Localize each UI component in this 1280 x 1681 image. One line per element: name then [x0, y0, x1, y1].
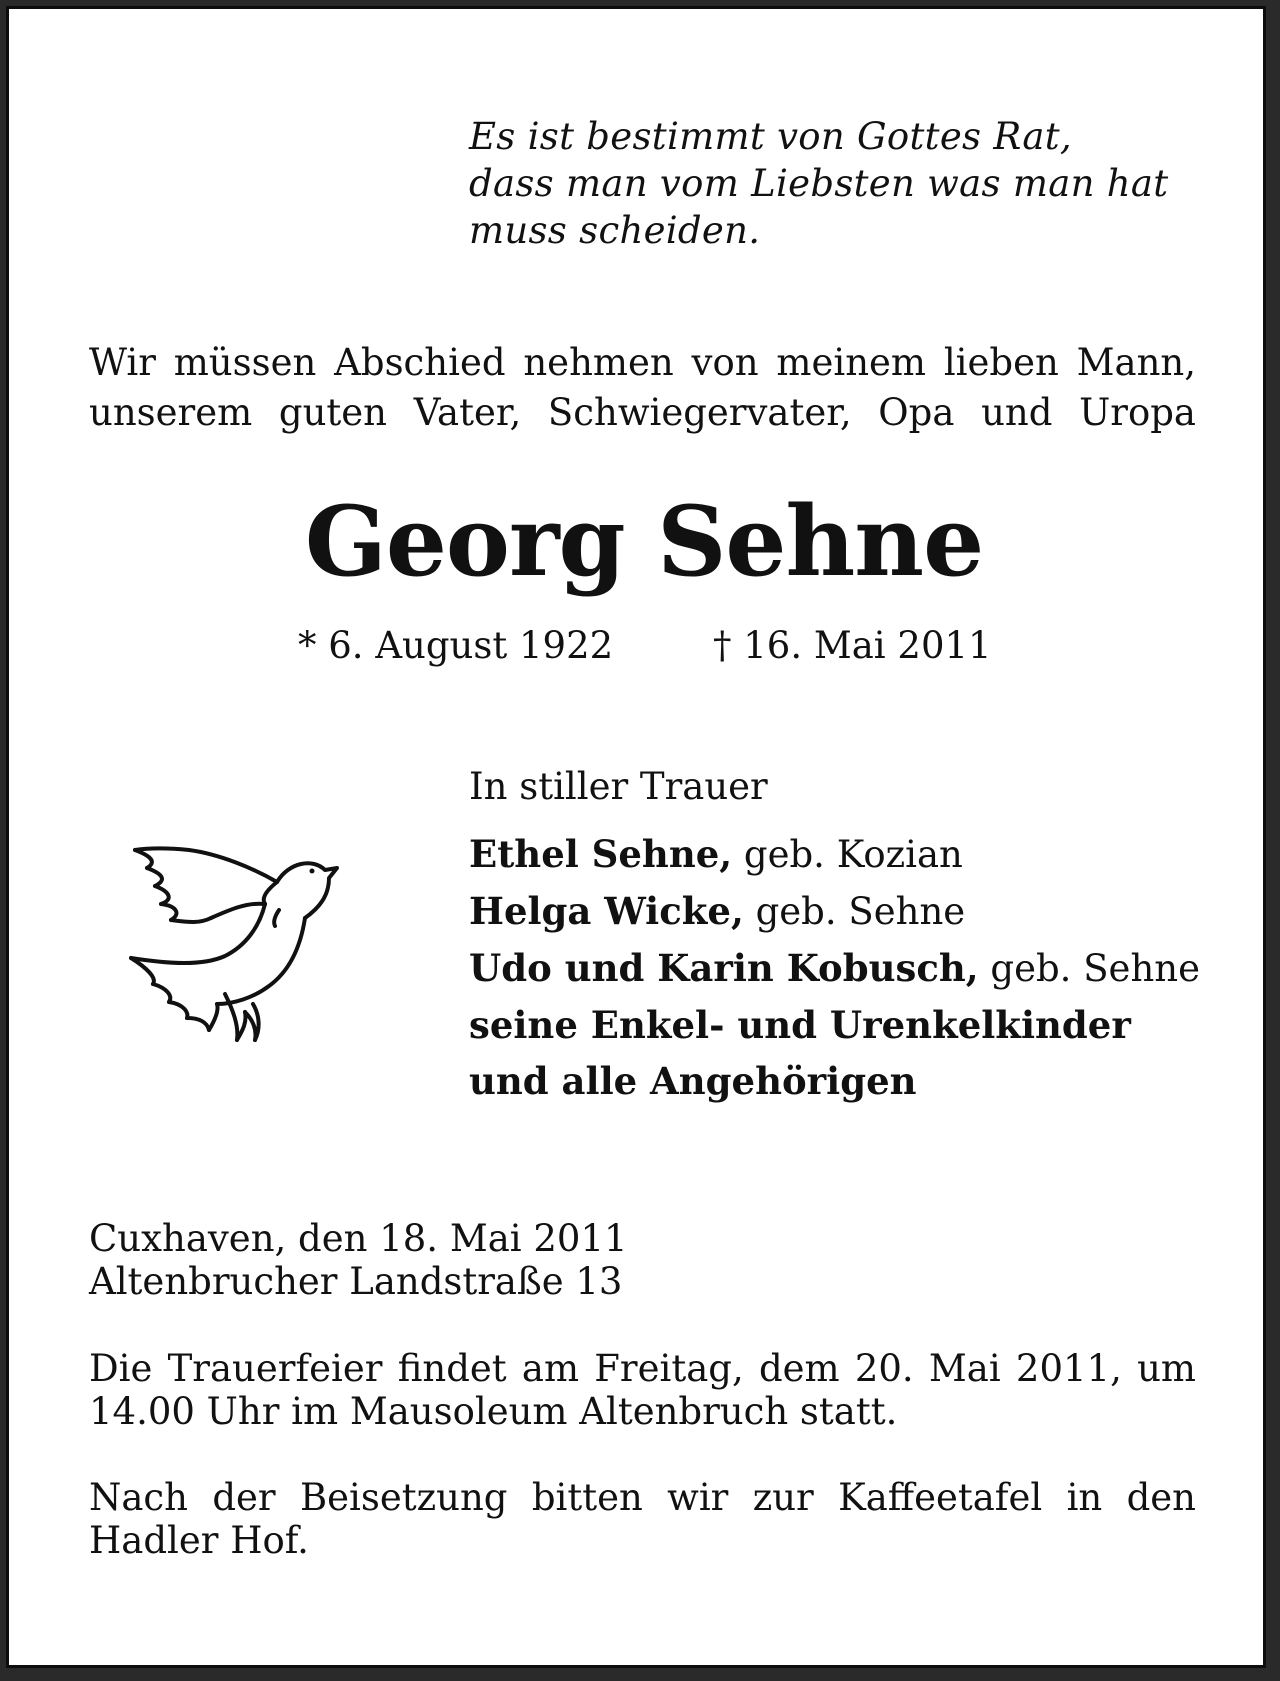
- mourner-name: Ethel Sehne,: [469, 832, 733, 876]
- place-and-date: [89, 1217, 1196, 1303]
- coffee-invitation: [89, 1476, 1196, 1562]
- ceremony-info: [89, 1347, 1196, 1433]
- dove-icon: [129, 844, 349, 1044]
- motto-line-1: Es ist bestimmt von Gottes Rat,: [469, 115, 1072, 158]
- birth-date: * 6. August 1922: [298, 624, 614, 667]
- mourner-1: [469, 826, 1229, 883]
- obituary-notice: [6, 6, 1266, 1668]
- ceremony-line-1: Die Trauerfeier findet am Freitag, dem 20. Mai 2011, um: [89, 1347, 1196, 1390]
- address-line: Altenbrucher Landstraße 13: [89, 1260, 623, 1303]
- place-date-line: Cuxhaven, den 18. Mai 2011: [89, 1217, 628, 1260]
- deceased-name: Georg Sehne: [304, 485, 984, 598]
- mourner-note: geb. Kozian: [732, 833, 963, 876]
- motto-line-2: dass man vom Liebsten was man hat: [469, 162, 1169, 205]
- intro-line-2: unserem guten Vater, Schwiegervater, Opa und Uropa: [89, 391, 1196, 434]
- coffee-line-2: Hadler Hof.: [89, 1519, 309, 1562]
- coffee-line-1: Nach der Beisetzung bitten wir zur Kaffeetafel in den: [89, 1476, 1196, 1519]
- mourner-grandchildren: seine Enkel- und Urenkelkinder: [469, 1003, 1131, 1047]
- farewell-intro: [89, 338, 1196, 438]
- mourner-note: geb. Sehne: [743, 890, 966, 933]
- motto-line-3: muss scheiden.: [469, 209, 761, 252]
- motto-quote: [469, 113, 1229, 254]
- mourner-relatives: und alle Angehörigen: [469, 1059, 917, 1103]
- mourning-heading: In stiller Trauer: [469, 765, 768, 808]
- death-date: † 16. Mai 2011: [713, 624, 992, 667]
- intro-line-1: Wir müssen Abschied nehmen von meinem lieben Mann,: [89, 341, 1196, 384]
- mourner-note: geb. Sehne: [978, 947, 1201, 990]
- mourners-block: [469, 762, 1229, 1109]
- mourner-name: Helga Wicke,: [469, 889, 744, 933]
- mourner-2: [469, 883, 1229, 940]
- mourner-name: Udo und Karin Kobusch,: [469, 946, 979, 990]
- mourner-3: [469, 940, 1229, 997]
- ceremony-line-2: 14.00 Uhr im Mausoleum Altenbruch statt.: [89, 1390, 898, 1433]
